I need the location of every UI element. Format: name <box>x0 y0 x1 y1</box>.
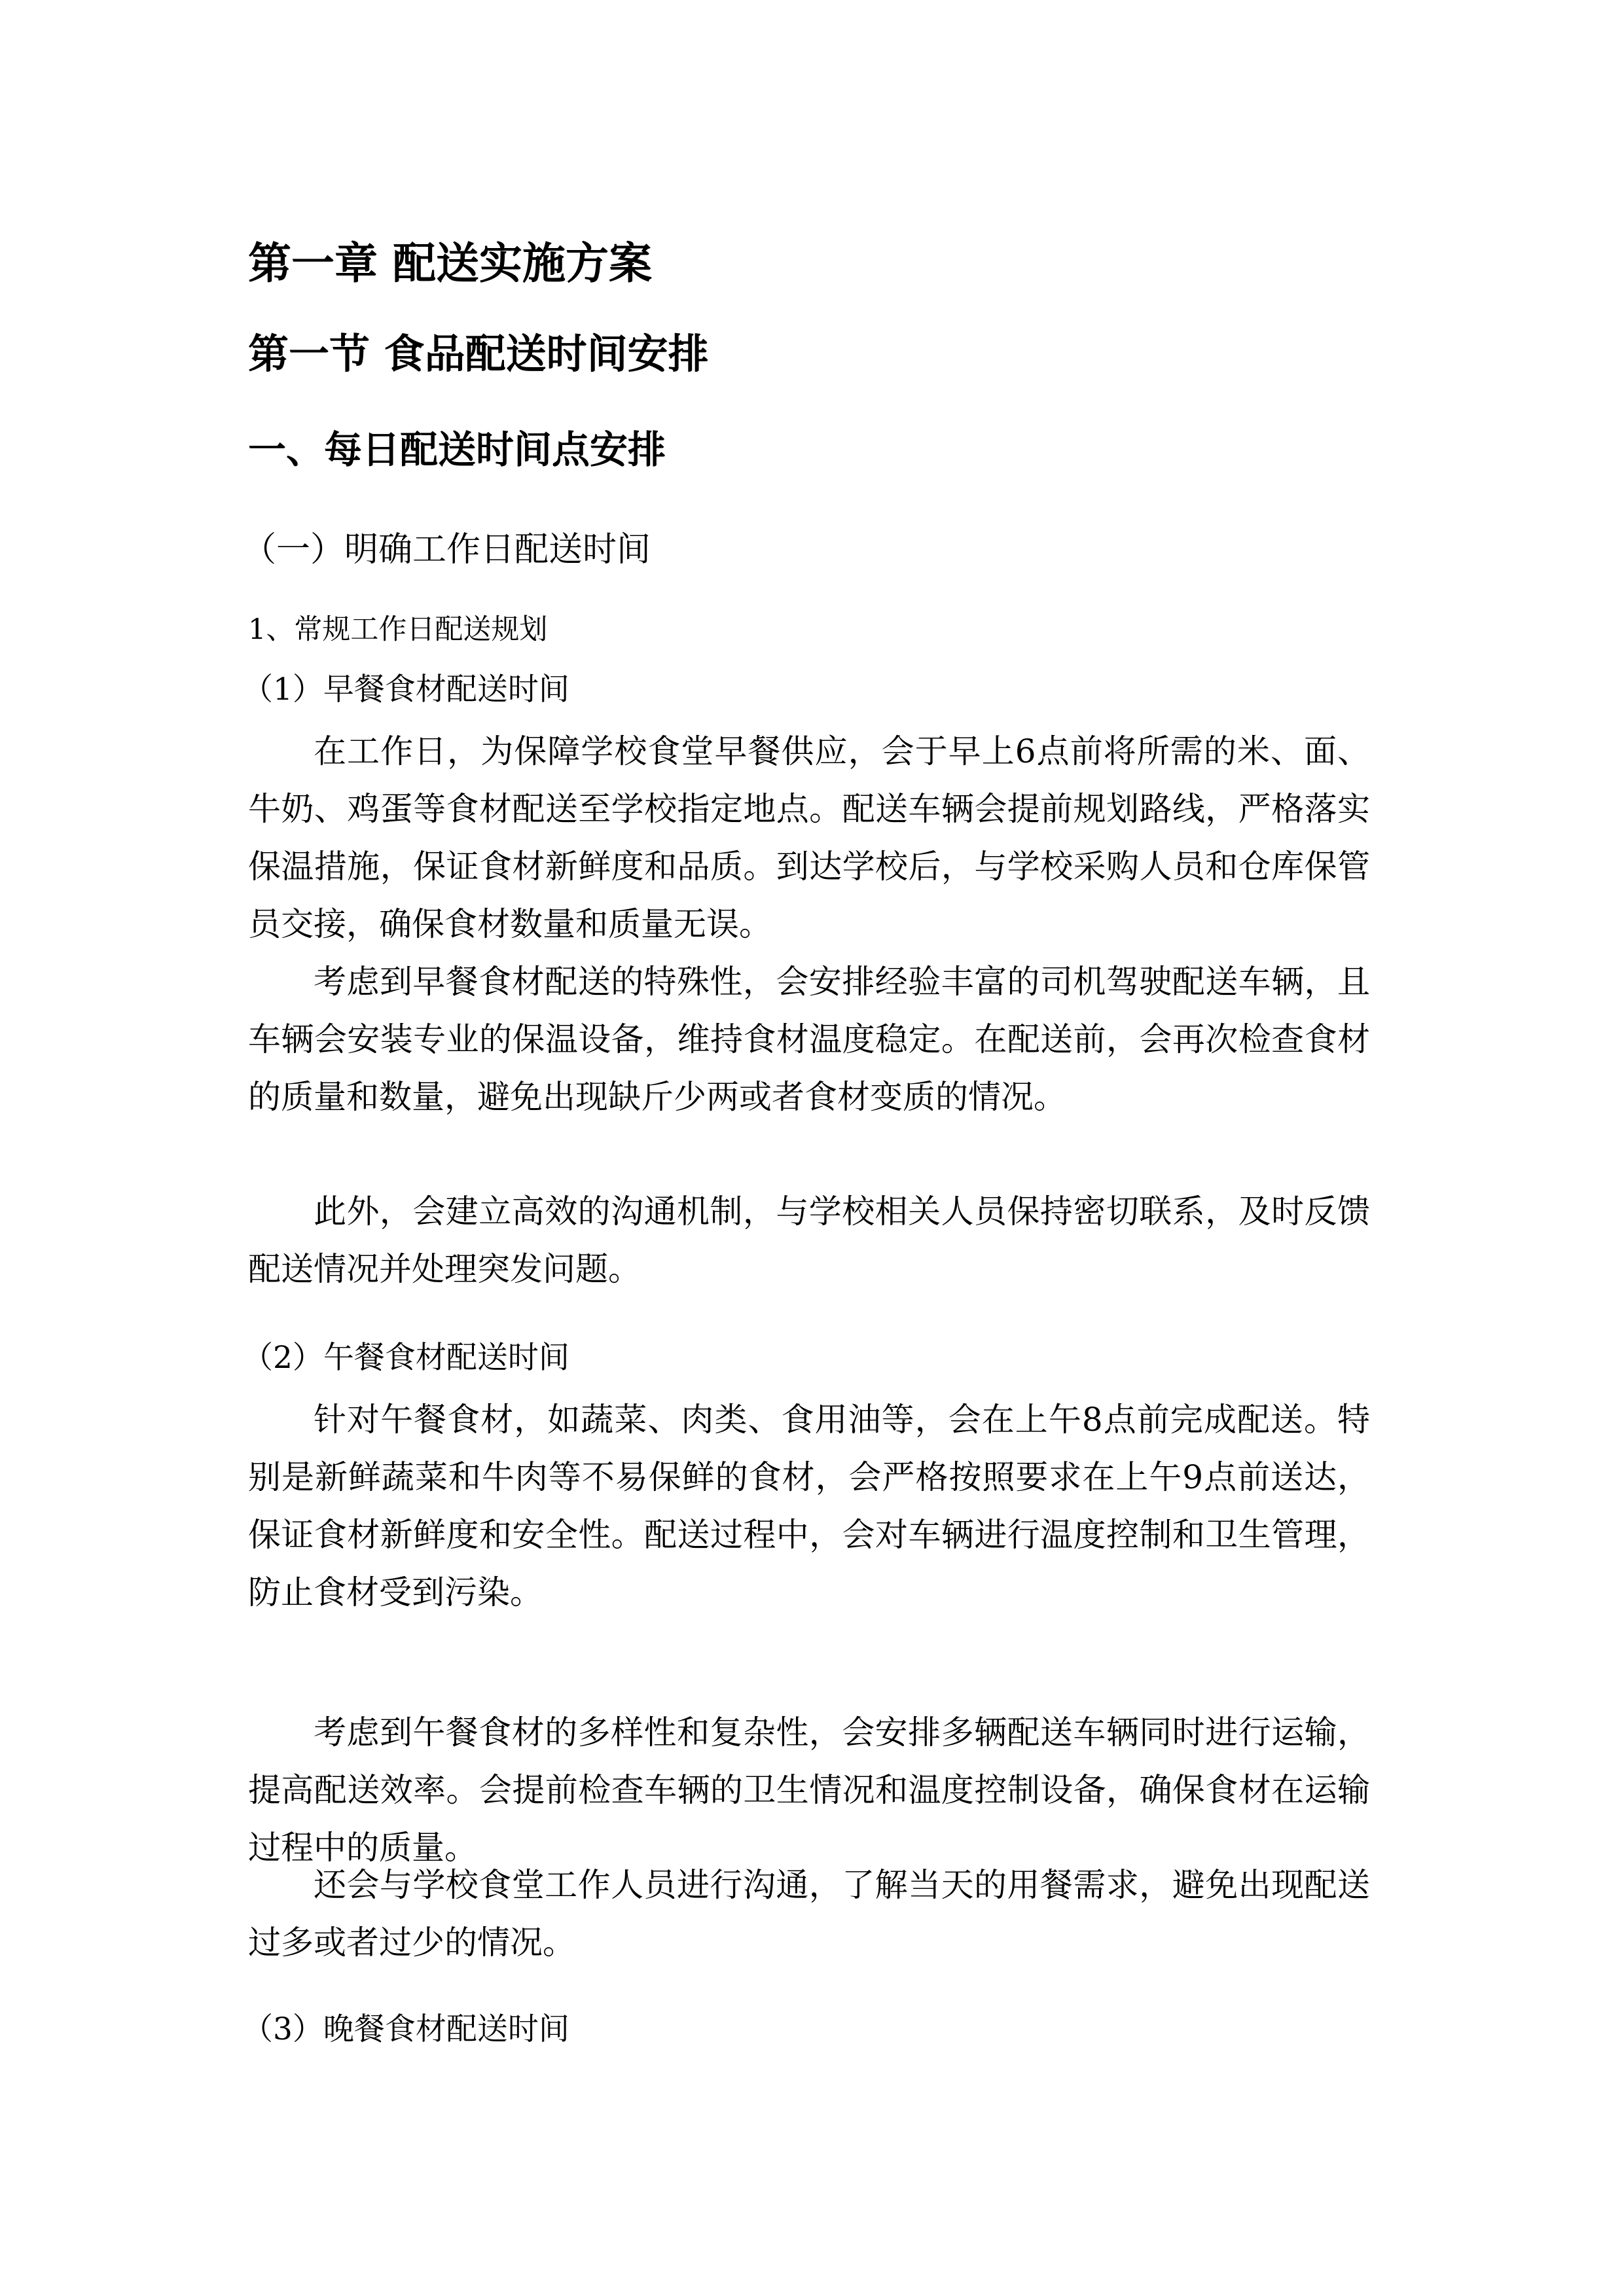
lunch-heading: （2）午餐食材配送时间 <box>242 1340 569 1376</box>
chapter-title: 第一章 配送实施方案 <box>248 238 652 289</box>
breakfast-heading: （1）早餐食材配送时间 <box>242 672 569 708</box>
paragraph: 考虑到午餐食材的多样性和复杂性，会安排多辆配送车辆同时进行运输，提高配送效率。会提前检查车辆的卫生情况和温度控制设备，确保食材在运输过程中的质量。 <box>248 1713 1370 1867</box>
paragraph: 还会与学校食堂工作人员进行沟通，了解当天的用餐需求，避免出现配送过多或者过少的情况。 <box>248 1866 1370 1962</box>
dinner-heading: （3）晚餐食材配送时间 <box>242 2011 569 2047</box>
subsection-title: 一、每日配送时间点安排 <box>248 427 666 472</box>
paragraph: 针对午餐食材，如蔬菜、肉类、食用油等，会在上午8点前完成配送。特别是新鲜蔬菜和牛肉等不易保鲜的食材，会严格按照要求在上午9点前送达，保证食材新鲜度和安全性。配送过程中，会对车辆进行温度控制和卫生管理，防止食材受到污染。 <box>248 1401 1370 1611</box>
item-title: 1、常规工作日配送规划 <box>248 613 548 646</box>
paragraph: 在工作日，为保障学校食堂早餐供应，会于早上6点前将所需的米、面、牛奶、鸡蛋等食材配送至学校指定地点。配送车辆会提前规划路线，严格落实保温措施，保证食材新鲜度和品质。到达学校后，与学校采购人员和仓库保管员交接，确保食材数量和质量无误。 <box>248 732 1370 943</box>
sub-subsection-title: （一）明确工作日配送时间 <box>242 530 651 569</box>
paragraph: 考虑到早餐食材配送的特殊性，会安排经验丰富的司机驾驶配送车辆，且车辆会安装专业的保温设备，维持食材温度稳定。在配送前，会再次检查食材的质量和数量，避免出现缺斤少两或者食材变质的情况。 <box>248 963 1370 1116</box>
section-title: 第一节 食品配送时间安排 <box>248 330 709 378</box>
paragraph: 此外，会建立高效的沟通机制，与学校相关人员保持密切联系，及时反馈配送情况并处理突发问题。 <box>248 1193 1370 1288</box>
